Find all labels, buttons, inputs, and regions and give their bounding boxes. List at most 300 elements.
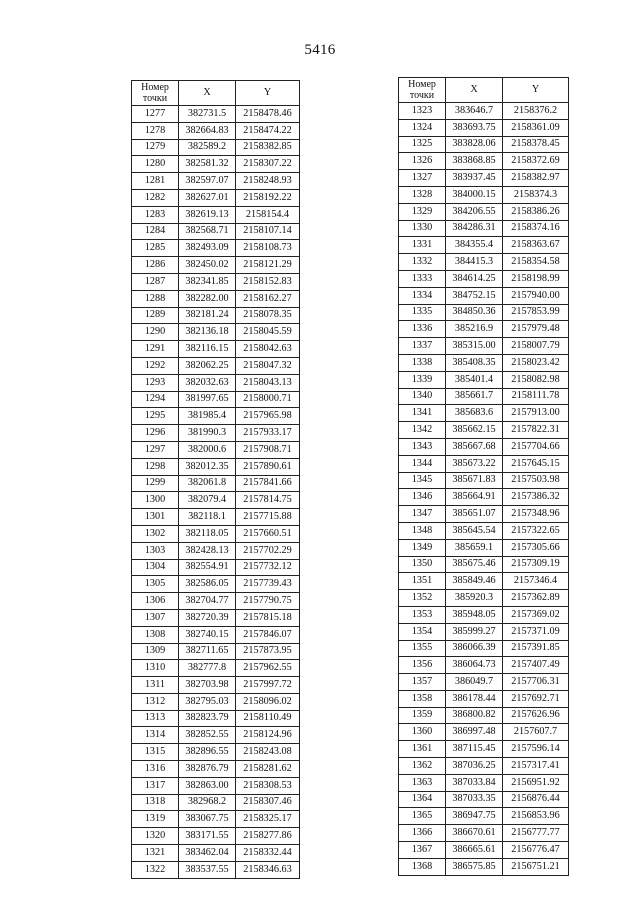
- table-row: [132, 693, 300, 710]
- y-coordinate-cell: 2157814.75: [236, 492, 300, 509]
- point-number-cell: 1350: [399, 556, 446, 573]
- x-coordinate-cell: 381997.65: [179, 391, 236, 408]
- table-row: [132, 273, 300, 290]
- point-number-cell: 1330: [399, 220, 446, 237]
- x-coordinate-cell: 385659.1: [446, 539, 503, 556]
- x-coordinate-cell: 385645.54: [446, 522, 503, 539]
- point-number-cell: 1307: [132, 609, 179, 626]
- table-row: [132, 357, 300, 374]
- x-coordinate-cell: 387115.45: [446, 741, 503, 758]
- point-number-cell: 1317: [132, 777, 179, 794]
- table-row: [399, 758, 569, 775]
- point-number-cell: 1367: [399, 842, 446, 859]
- x-coordinate-cell: 386947.75: [446, 808, 503, 825]
- y-coordinate-cell: 2158372.69: [503, 153, 569, 170]
- coordinates-table-left: [131, 80, 300, 879]
- point-number-cell: 1284: [132, 223, 179, 240]
- x-coordinate-cell: 382181.24: [179, 307, 236, 324]
- table-row: [399, 489, 569, 506]
- table-row: [399, 153, 569, 170]
- table-body-right: [399, 103, 569, 876]
- y-coordinate-cell: 2156751.21: [503, 858, 569, 875]
- point-number-cell: 1313: [132, 710, 179, 727]
- point-number-cell: 1285: [132, 240, 179, 257]
- x-coordinate-cell: 385675.46: [446, 556, 503, 573]
- table-row: [399, 170, 569, 187]
- table-row: [399, 657, 569, 674]
- table-row: [132, 794, 300, 811]
- column-header-x: X: [179, 81, 236, 106]
- y-coordinate-cell: 2157346.4: [503, 573, 569, 590]
- table-row: [132, 257, 300, 274]
- point-number-cell: 1340: [399, 388, 446, 405]
- table-row: [132, 223, 300, 240]
- x-coordinate-cell: 382597.07: [179, 173, 236, 190]
- table-row: [132, 777, 300, 794]
- y-coordinate-cell: 2157790.75: [236, 593, 300, 610]
- y-coordinate-cell: 2158346.63: [236, 861, 300, 878]
- point-number-cell: 1325: [399, 136, 446, 153]
- table-row: [399, 388, 569, 405]
- x-coordinate-cell: 382000.6: [179, 441, 236, 458]
- x-coordinate-cell: 382896.55: [179, 744, 236, 761]
- table-row: [132, 156, 300, 173]
- y-coordinate-cell: 2158198.99: [503, 270, 569, 287]
- x-coordinate-cell: 382711.65: [179, 643, 236, 660]
- table-row: [399, 707, 569, 724]
- table-row: [132, 710, 300, 727]
- x-coordinate-cell: 387033.84: [446, 774, 503, 791]
- y-coordinate-cell: 2157322.65: [503, 522, 569, 539]
- point-number-cell: 1287: [132, 273, 179, 290]
- y-coordinate-cell: 2158023.42: [503, 354, 569, 371]
- table-row: [399, 237, 569, 254]
- point-number-cell: 1303: [132, 542, 179, 559]
- point-number-cell: 1344: [399, 455, 446, 472]
- y-coordinate-cell: 2158374.16: [503, 220, 569, 237]
- y-coordinate-cell: 2158152.83: [236, 273, 300, 290]
- y-coordinate-cell: 2158378.45: [503, 136, 569, 153]
- y-coordinate-cell: 2158478.46: [236, 106, 300, 123]
- point-number-cell: 1299: [132, 475, 179, 492]
- point-number-cell: 1341: [399, 405, 446, 422]
- y-coordinate-cell: 2158308.53: [236, 777, 300, 794]
- point-number-cell: 1292: [132, 357, 179, 374]
- y-coordinate-cell: 2157692.71: [503, 690, 569, 707]
- y-coordinate-cell: 2158248.93: [236, 173, 300, 190]
- y-coordinate-cell: 2157739.43: [236, 576, 300, 593]
- point-number-cell: 1343: [399, 438, 446, 455]
- x-coordinate-cell: 385661.7: [446, 388, 503, 405]
- x-coordinate-cell: 382118.1: [179, 509, 236, 526]
- y-coordinate-cell: 2157369.02: [503, 606, 569, 623]
- x-coordinate-cell: 383693.75: [446, 119, 503, 136]
- point-number-cell: 1290: [132, 324, 179, 341]
- point-number-cell: 1295: [132, 408, 179, 425]
- point-number-cell: 1309: [132, 643, 179, 660]
- y-coordinate-cell: 2157704.66: [503, 438, 569, 455]
- point-number-cell: 1346: [399, 489, 446, 506]
- point-number-cell: 1334: [399, 287, 446, 304]
- x-coordinate-cell: 383937.45: [446, 170, 503, 187]
- table-row: [399, 690, 569, 707]
- point-number-cell: 1351: [399, 573, 446, 590]
- y-coordinate-cell: 2158474.22: [236, 122, 300, 139]
- point-number-cell: 1288: [132, 290, 179, 307]
- point-number-cell: 1328: [399, 186, 446, 203]
- x-coordinate-cell: 382823.79: [179, 710, 236, 727]
- point-number-cell: 1331: [399, 237, 446, 254]
- y-coordinate-cell: 2157933.17: [236, 425, 300, 442]
- y-coordinate-cell: 2157965.98: [236, 408, 300, 425]
- table-row: [132, 626, 300, 643]
- y-coordinate-cell: 2158307.46: [236, 794, 300, 811]
- y-coordinate-cell: 2157890.61: [236, 458, 300, 475]
- x-coordinate-cell: 384286.31: [446, 220, 503, 237]
- table-row: [132, 861, 300, 878]
- table-row: [132, 609, 300, 626]
- x-coordinate-cell: 384000.15: [446, 186, 503, 203]
- point-number-cell: 1310: [132, 660, 179, 677]
- point-number-cell: 1362: [399, 758, 446, 775]
- table-row: [132, 458, 300, 475]
- x-coordinate-cell: 384415.3: [446, 254, 503, 271]
- table-row: [399, 506, 569, 523]
- table-row: [399, 136, 569, 153]
- x-coordinate-cell: 383067.75: [179, 811, 236, 828]
- table-row: [132, 307, 300, 324]
- table-row: [132, 761, 300, 778]
- table-row: [132, 828, 300, 845]
- y-coordinate-cell: 2158047.32: [236, 357, 300, 374]
- point-number-cell: 1335: [399, 304, 446, 321]
- table-row: [132, 525, 300, 542]
- x-coordinate-cell: 382581.32: [179, 156, 236, 173]
- point-number-cell: 1355: [399, 640, 446, 657]
- table-row: [132, 408, 300, 425]
- x-coordinate-cell: 385315.00: [446, 338, 503, 355]
- table-row: [399, 590, 569, 607]
- x-coordinate-cell: 384614.25: [446, 270, 503, 287]
- point-number-cell: 1323: [399, 103, 446, 120]
- x-coordinate-cell: 382450.02: [179, 257, 236, 274]
- table-row: [132, 173, 300, 190]
- table-row: [399, 808, 569, 825]
- y-coordinate-cell: 2158111.78: [503, 388, 569, 405]
- x-coordinate-cell: 384850.36: [446, 304, 503, 321]
- point-number-cell: 1320: [132, 828, 179, 845]
- x-coordinate-cell: 386064.73: [446, 657, 503, 674]
- point-number-cell: 1311: [132, 677, 179, 694]
- point-number-cell: 1363: [399, 774, 446, 791]
- point-number-cell: 1324: [399, 119, 446, 136]
- x-coordinate-cell: 382968.2: [179, 794, 236, 811]
- table-row: [132, 593, 300, 610]
- table-row: [399, 774, 569, 791]
- coordinates-table-right: [398, 77, 569, 876]
- table-row: [132, 845, 300, 862]
- y-coordinate-cell: 2157626.96: [503, 707, 569, 724]
- point-number-cell: 1298: [132, 458, 179, 475]
- x-coordinate-cell: 385408.35: [446, 354, 503, 371]
- point-number-cell: 1364: [399, 791, 446, 808]
- table-row: [399, 422, 569, 439]
- x-coordinate-cell: 383537.55: [179, 861, 236, 878]
- table-row: [132, 492, 300, 509]
- x-coordinate-cell: 386049.7: [446, 674, 503, 691]
- point-number-cell: 1281: [132, 173, 179, 190]
- y-coordinate-cell: 2158307.22: [236, 156, 300, 173]
- point-number-cell: 1347: [399, 506, 446, 523]
- y-coordinate-cell: 2158154.4: [236, 206, 300, 223]
- point-number-cell: 1294: [132, 391, 179, 408]
- x-coordinate-cell: 385999.27: [446, 623, 503, 640]
- y-coordinate-cell: 2158007.79: [503, 338, 569, 355]
- y-coordinate-cell: 2158243.08: [236, 744, 300, 761]
- point-number-cell: 1365: [399, 808, 446, 825]
- table-row: [399, 338, 569, 355]
- point-number-cell: 1361: [399, 741, 446, 758]
- x-coordinate-cell: 382627.01: [179, 189, 236, 206]
- x-coordinate-cell: 382703.98: [179, 677, 236, 694]
- point-number-cell: 1304: [132, 559, 179, 576]
- table-row: [399, 674, 569, 691]
- y-coordinate-cell: 2156777.77: [503, 825, 569, 842]
- y-coordinate-cell: 2157596.14: [503, 741, 569, 758]
- y-coordinate-cell: 2157362.89: [503, 590, 569, 607]
- y-coordinate-cell: 2157940.00: [503, 287, 569, 304]
- point-number-cell: 1353: [399, 606, 446, 623]
- x-coordinate-cell: 382720.39: [179, 609, 236, 626]
- column-header-x: X: [446, 78, 503, 103]
- table-row: [399, 405, 569, 422]
- table-row: [399, 270, 569, 287]
- point-number-cell: 1300: [132, 492, 179, 509]
- table-row: [399, 556, 569, 573]
- point-number-cell: 1345: [399, 472, 446, 489]
- y-coordinate-cell: 2158374.3: [503, 186, 569, 203]
- x-coordinate-cell: 382282.00: [179, 290, 236, 307]
- y-coordinate-cell: 2158332.44: [236, 845, 300, 862]
- page-number: 5416: [304, 42, 336, 58]
- point-number-cell: 1322: [132, 861, 179, 878]
- point-number-cell: 1336: [399, 321, 446, 338]
- table-row: [132, 324, 300, 341]
- y-coordinate-cell: 2158382.97: [503, 170, 569, 187]
- table-row: [399, 842, 569, 859]
- table-row: [132, 677, 300, 694]
- point-number-cell: 1319: [132, 811, 179, 828]
- table-row: [399, 103, 569, 120]
- x-coordinate-cell: 382079.4: [179, 492, 236, 509]
- y-coordinate-cell: 2157317.41: [503, 758, 569, 775]
- point-number-cell: 1358: [399, 690, 446, 707]
- y-coordinate-cell: 2157371.09: [503, 623, 569, 640]
- point-number-cell: 1293: [132, 374, 179, 391]
- point-number-cell: 1314: [132, 727, 179, 744]
- y-coordinate-cell: 2158281.62: [236, 761, 300, 778]
- table-row: [132, 542, 300, 559]
- point-number-cell: 1278: [132, 122, 179, 139]
- table-row: [399, 371, 569, 388]
- table-row: [132, 139, 300, 156]
- y-coordinate-cell: 2158096.02: [236, 693, 300, 710]
- y-coordinate-cell: 2158078.35: [236, 307, 300, 324]
- x-coordinate-cell: 385849.46: [446, 573, 503, 590]
- x-coordinate-cell: 382740.15: [179, 626, 236, 643]
- point-number-cell: 1348: [399, 522, 446, 539]
- y-coordinate-cell: 2157913.00: [503, 405, 569, 422]
- y-coordinate-cell: 2156951.92: [503, 774, 569, 791]
- column-header-y: Y: [236, 81, 300, 106]
- x-coordinate-cell: 385662.15: [446, 422, 503, 439]
- y-coordinate-cell: 2157660.51: [236, 525, 300, 542]
- table-row: [399, 321, 569, 338]
- column-header-point-number: [132, 81, 179, 106]
- x-coordinate-cell: 385401.4: [446, 371, 503, 388]
- y-coordinate-cell: 2157853.99: [503, 304, 569, 321]
- x-coordinate-cell: 382777.8: [179, 660, 236, 677]
- x-coordinate-cell: 384355.4: [446, 237, 503, 254]
- table-row: [399, 438, 569, 455]
- y-coordinate-cell: 2157607.7: [503, 724, 569, 741]
- y-coordinate-cell: 2157407.49: [503, 657, 569, 674]
- table-row: [132, 643, 300, 660]
- x-coordinate-cell: 386066.39: [446, 640, 503, 657]
- table-row: [399, 640, 569, 657]
- y-coordinate-cell: 2157715.88: [236, 509, 300, 526]
- point-number-cell: 1332: [399, 254, 446, 271]
- x-coordinate-cell: 386800.82: [446, 707, 503, 724]
- x-coordinate-cell: 386178.44: [446, 690, 503, 707]
- x-coordinate-cell: 387033.35: [446, 791, 503, 808]
- y-coordinate-cell: 2158325.17: [236, 811, 300, 828]
- y-coordinate-cell: 2157873.95: [236, 643, 300, 660]
- y-coordinate-cell: 2158354.58: [503, 254, 569, 271]
- table-row: [399, 220, 569, 237]
- x-coordinate-cell: 382136.18: [179, 324, 236, 341]
- point-number-cell: 1357: [399, 674, 446, 691]
- table-row: [132, 106, 300, 123]
- table-row: [399, 254, 569, 271]
- point-number-cell: 1277: [132, 106, 179, 123]
- y-coordinate-cell: 2158045.59: [236, 324, 300, 341]
- table-row: [132, 189, 300, 206]
- x-coordinate-cell: 381985.4: [179, 408, 236, 425]
- y-coordinate-cell: 2158162.27: [236, 290, 300, 307]
- table-row: [132, 290, 300, 307]
- point-number-cell: 1312: [132, 693, 179, 710]
- x-coordinate-cell: 383462.04: [179, 845, 236, 862]
- table-row: [399, 186, 569, 203]
- point-number-cell: 1280: [132, 156, 179, 173]
- x-coordinate-cell: 386575.85: [446, 858, 503, 875]
- y-coordinate-cell: 2157645.15: [503, 455, 569, 472]
- y-coordinate-cell: 2157997.72: [236, 677, 300, 694]
- x-coordinate-cell: 385216.9: [446, 321, 503, 338]
- table-row: [132, 391, 300, 408]
- x-coordinate-cell: 385673.22: [446, 455, 503, 472]
- y-coordinate-cell: 2158082.98: [503, 371, 569, 388]
- x-coordinate-cell: 382428.13: [179, 542, 236, 559]
- y-coordinate-cell: 2157815.18: [236, 609, 300, 626]
- point-number-cell: 1368: [399, 858, 446, 875]
- point-number-cell: 1302: [132, 525, 179, 542]
- y-coordinate-cell: 2157702.29: [236, 542, 300, 559]
- point-number-cell: 1333: [399, 270, 446, 287]
- table-row: [132, 727, 300, 744]
- table-row: [132, 576, 300, 593]
- y-coordinate-cell: 2157979.48: [503, 321, 569, 338]
- y-coordinate-cell: 2158382.85: [236, 139, 300, 156]
- table-row: [132, 240, 300, 257]
- table-row: [399, 573, 569, 590]
- point-number-cell: 1279: [132, 139, 179, 156]
- x-coordinate-cell: 387036.25: [446, 758, 503, 775]
- header-num-line2: точки: [409, 90, 435, 101]
- x-coordinate-cell: 382062.25: [179, 357, 236, 374]
- table-row: [132, 559, 300, 576]
- y-coordinate-cell: 2158124.96: [236, 727, 300, 744]
- y-coordinate-cell: 2158107.14: [236, 223, 300, 240]
- table-row: [399, 623, 569, 640]
- table-row: [132, 441, 300, 458]
- point-number-cell: 1316: [132, 761, 179, 778]
- point-number-cell: 1349: [399, 539, 446, 556]
- x-coordinate-cell: 382619.13: [179, 206, 236, 223]
- point-number-cell: 1305: [132, 576, 179, 593]
- x-coordinate-cell: 382118.05: [179, 525, 236, 542]
- x-coordinate-cell: 385664.91: [446, 489, 503, 506]
- x-coordinate-cell: 382568.71: [179, 223, 236, 240]
- y-coordinate-cell: 2157706.31: [503, 674, 569, 691]
- point-number-cell: 1326: [399, 153, 446, 170]
- y-coordinate-cell: 2158000.71: [236, 391, 300, 408]
- point-number-cell: 1291: [132, 341, 179, 358]
- table-row: [399, 858, 569, 875]
- y-coordinate-cell: 2158192.22: [236, 189, 300, 206]
- x-coordinate-cell: 382589.2: [179, 139, 236, 156]
- x-coordinate-cell: 386665.61: [446, 842, 503, 859]
- y-coordinate-cell: 2157309.19: [503, 556, 569, 573]
- x-coordinate-cell: 382341.85: [179, 273, 236, 290]
- x-coordinate-cell: 385948.05: [446, 606, 503, 623]
- y-coordinate-cell: 2157391.85: [503, 640, 569, 657]
- point-number-cell: 1338: [399, 354, 446, 371]
- x-coordinate-cell: 382061.8: [179, 475, 236, 492]
- y-coordinate-cell: 2157305.66: [503, 539, 569, 556]
- x-coordinate-cell: 385683.6: [446, 405, 503, 422]
- table-row: [399, 724, 569, 741]
- point-number-cell: 1306: [132, 593, 179, 610]
- x-coordinate-cell: 382704.77: [179, 593, 236, 610]
- y-coordinate-cell: 2157822.31: [503, 422, 569, 439]
- table-row: [132, 374, 300, 391]
- x-coordinate-cell: 382795.03: [179, 693, 236, 710]
- y-coordinate-cell: 2158042.63: [236, 341, 300, 358]
- point-number-cell: 1360: [399, 724, 446, 741]
- x-coordinate-cell: 384206.55: [446, 203, 503, 220]
- y-coordinate-cell: 2156876.44: [503, 791, 569, 808]
- table-row: [399, 287, 569, 304]
- point-number-cell: 1283: [132, 206, 179, 223]
- y-coordinate-cell: 2158376.2: [503, 103, 569, 120]
- table-row: [399, 522, 569, 539]
- point-number-cell: 1359: [399, 707, 446, 724]
- table-row: [132, 341, 300, 358]
- table-header-row: [132, 81, 300, 106]
- table-row: [132, 425, 300, 442]
